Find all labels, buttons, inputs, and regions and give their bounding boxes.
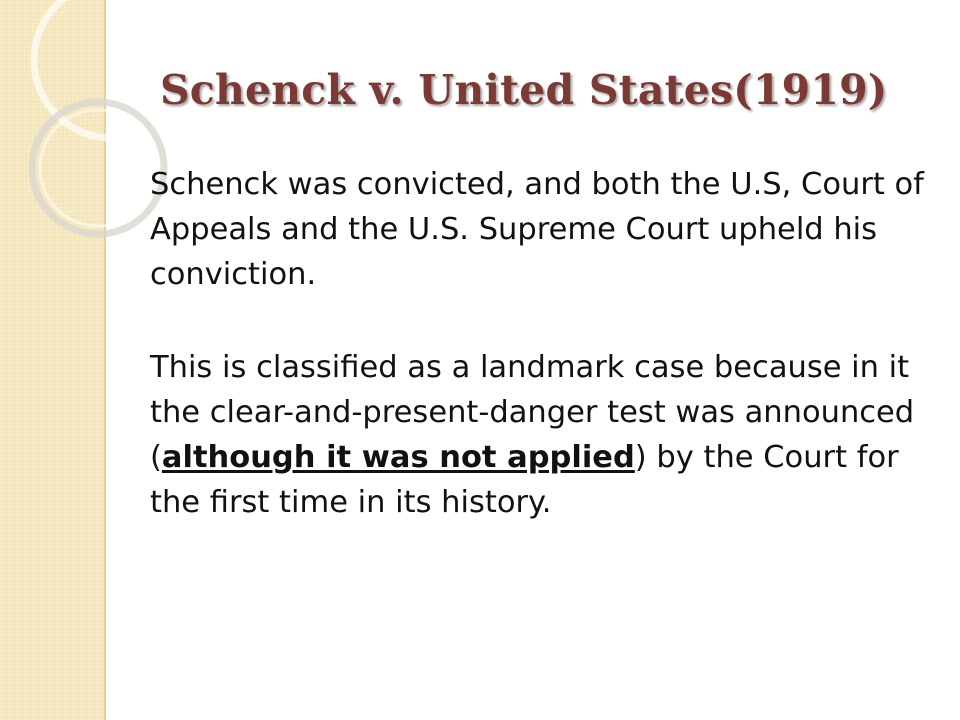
slide-title: Schenck v. United States(1919) (160, 66, 888, 114)
emphasis-not-applied: although it was not applied (161, 440, 635, 475)
slide-body (150, 162, 930, 525)
paragraph-landmark-end: ) by the Court for the first time in its history. (150, 440, 899, 520)
paragraph-landmark-start: This is classified as a landmark case because in it the clear-and-present-danger test was announced ( (150, 350, 915, 475)
paragraph-conviction: Schenck was convicted, and both the U.S, Court of Appeals and the U.S. Supreme Court upheld his conviction. (150, 167, 924, 292)
paragraph-landmark (150, 345, 930, 525)
